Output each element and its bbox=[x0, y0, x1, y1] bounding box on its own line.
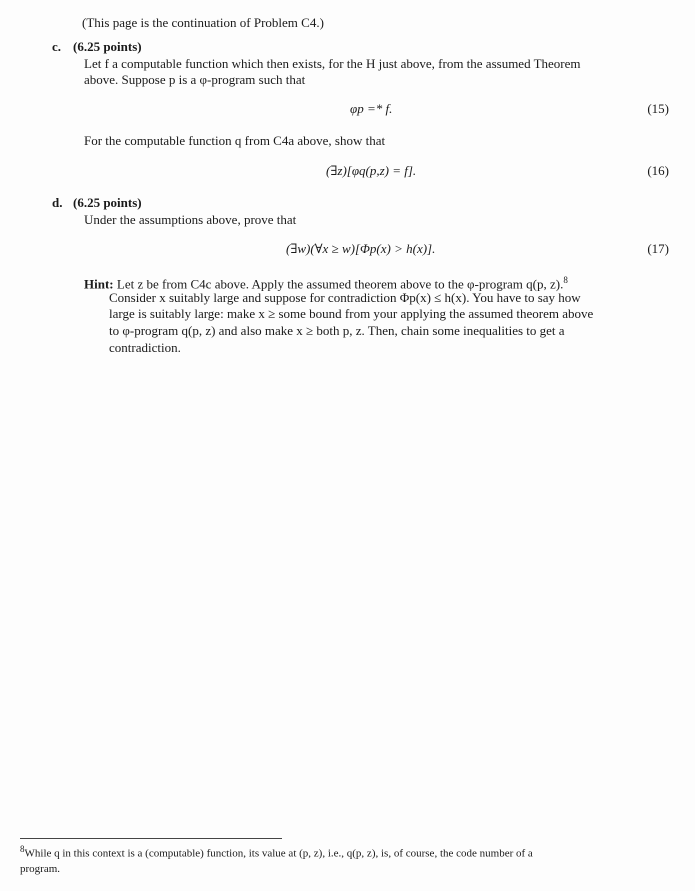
footnote bbox=[20, 842, 672, 877]
equation-17: (∃w)(∀x ≥ w)[Φp(x) > h(x)]. bbox=[286, 241, 436, 256]
footnote-line1-text: While q in this context is a (computable) function, its value at (p, z), i.e., q(p, z), is, of course, the code number of a bbox=[24, 847, 533, 860]
equation-16: (∃z)[φq(p,z) = f]. bbox=[326, 163, 417, 178]
page-header: (This page is the continuation of Problem C4.) bbox=[82, 15, 324, 30]
part-c-points bbox=[73, 38, 142, 55]
hint-label: Hint: bbox=[84, 276, 114, 292]
part-c-points-text: (6.25 points) bbox=[73, 39, 142, 54]
footnote-line1 bbox=[20, 842, 672, 862]
part-d-points-text: (6.25 points) bbox=[73, 195, 142, 210]
equation-16-number: (16) bbox=[647, 163, 669, 178]
part-c-intro-line2: above. Suppose p is a φ-program such that bbox=[84, 72, 306, 87]
part-c-label bbox=[52, 38, 61, 55]
hint-footnote-mark: 8 bbox=[563, 275, 568, 285]
footnote-rule bbox=[20, 838, 282, 839]
hint-line3: large is suitably large: make x ≥ some bound from your applying the assumed theorem above bbox=[109, 306, 594, 321]
hint-line5: contradiction. bbox=[109, 340, 181, 355]
part-c-intro-line1: Let f a computable function which then exists, for the H just above, from the assumed Theorem bbox=[84, 56, 581, 71]
footnote-mark: 8 bbox=[20, 844, 25, 854]
part-d-points bbox=[73, 194, 142, 211]
equation-15: φp =* f. bbox=[350, 101, 393, 116]
hint-line1-text: Let z be from C4c above. Apply the assumed theorem above to the φ-program q(p, z). bbox=[116, 276, 564, 292]
part-c-show-line: For the computable function q from C4a above, show that bbox=[84, 133, 386, 148]
part-d-intro: Under the assumptions above, prove that bbox=[84, 212, 297, 227]
hint-line4: to φ-program q(p, z) and also make x ≥ both p, z. Then, chain some inequalities to get a bbox=[109, 323, 565, 338]
part-d-letter: d. bbox=[52, 195, 63, 210]
hint-line2: Consider x suitably large and suppose for contradiction Φp(x) ≤ h(x). You have to say how bbox=[109, 290, 581, 305]
part-d-label bbox=[52, 194, 62, 211]
footnote-line2: program. bbox=[20, 862, 61, 875]
equation-17-number: (17) bbox=[647, 241, 669, 256]
equation-15-number: (15) bbox=[647, 101, 669, 116]
part-c-letter: c. bbox=[52, 39, 62, 54]
